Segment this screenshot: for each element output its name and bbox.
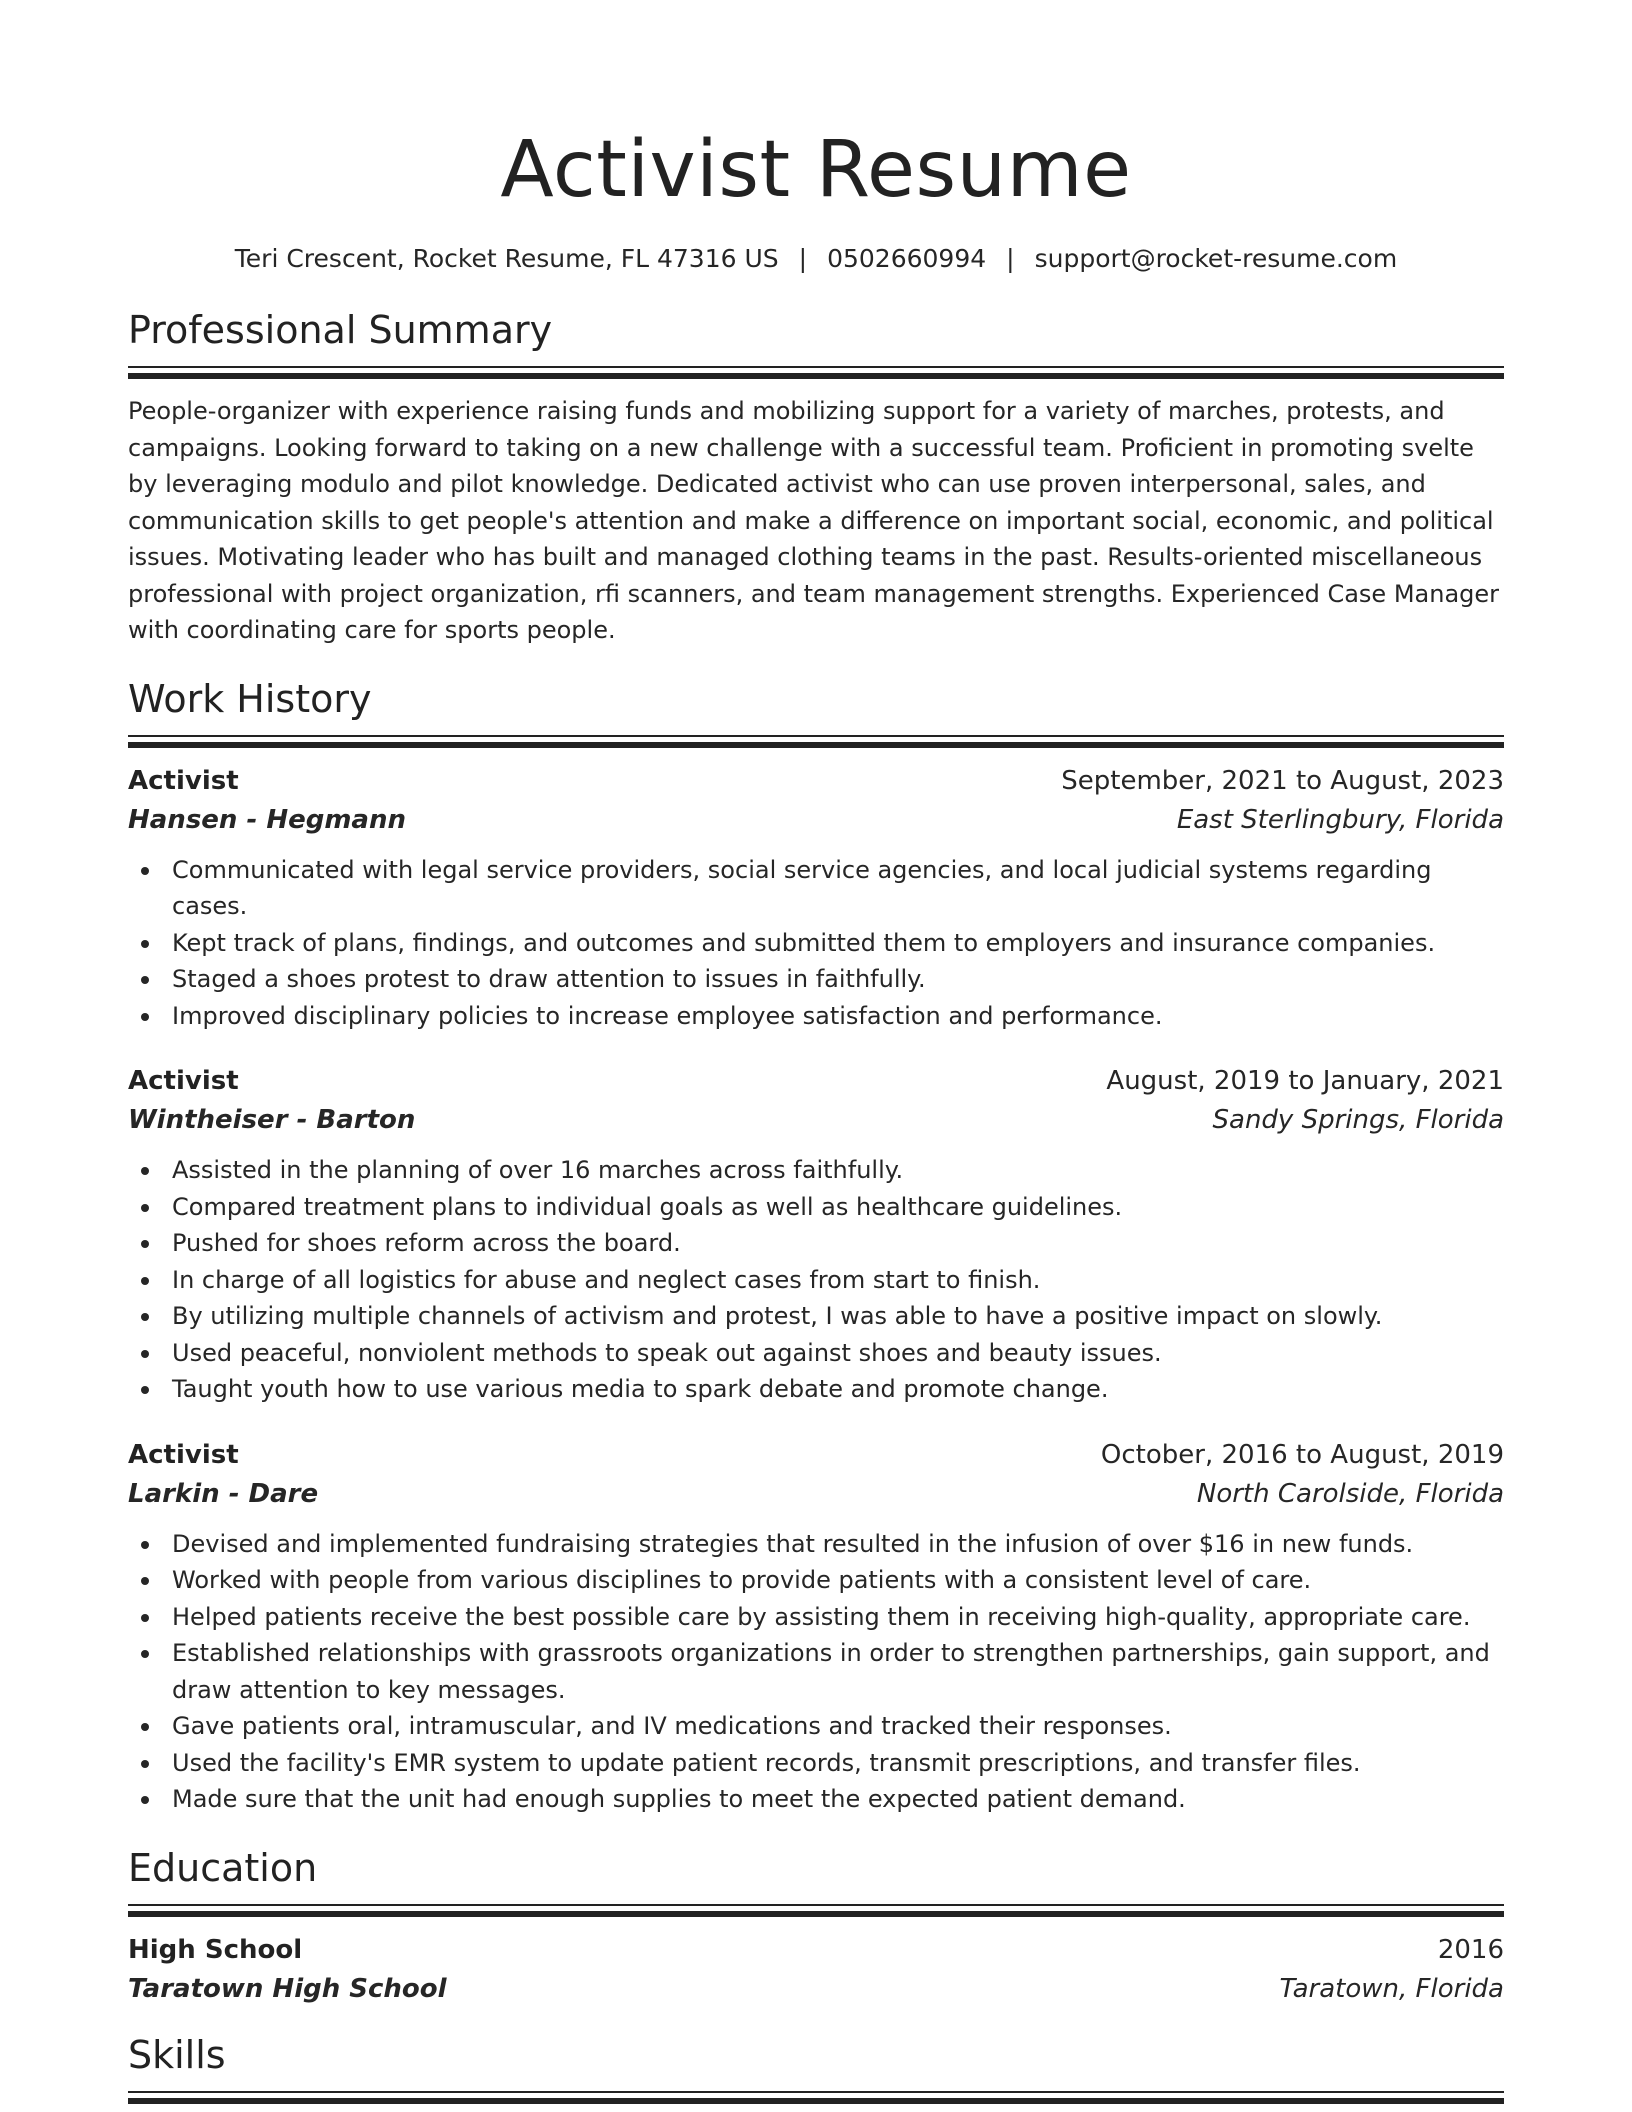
summary-heading: Professional Summary xyxy=(128,308,553,352)
job-entry xyxy=(128,1436,1504,1818)
contact-separator: | xyxy=(1006,244,1015,273)
list-item: Staged a shoes protest to draw attention to issues in faithfully. xyxy=(128,961,1504,998)
job-title-row xyxy=(128,1062,1504,1101)
list-item: Assisted in the planning of over 16 marches across faithfully. xyxy=(128,1152,1504,1189)
job-company-row xyxy=(128,1475,1504,1514)
section-divider xyxy=(128,2091,1504,2104)
job-title-row xyxy=(128,1436,1504,1475)
education-school-row xyxy=(128,1970,1504,2009)
list-item: Pushed for shoes reform across the board. xyxy=(128,1225,1504,1262)
list-item: In charge of all logistics for abuse and neglect cases from start to finish. xyxy=(128,1262,1504,1299)
education-heading: Education xyxy=(128,1845,318,1890)
section-divider xyxy=(128,1904,1504,1917)
skills-heading: Skills xyxy=(128,2032,226,2077)
section-divider xyxy=(128,735,1504,748)
job-bullets xyxy=(128,1526,1504,1818)
education-year: 2016 xyxy=(1437,1934,1504,1965)
contact-email[interactable]: support@rocket-resume.com xyxy=(1034,244,1398,273)
job-company: Hansen - Hegmann xyxy=(128,804,406,835)
list-item: By utilizing multiple channels of activism and protest, I was able to have a positive impact on slowly. xyxy=(128,1298,1504,1335)
list-item: Taught youth how to use various media to spark debate and promote change. xyxy=(128,1371,1504,1408)
contact-address: Teri Crescent, Rocket Resume, FL 47316 US xyxy=(234,244,779,273)
education-entry xyxy=(128,1931,1504,2009)
list-item: Gave patients oral, intramuscular, and IV medications and tracked their responses. xyxy=(128,1708,1504,1745)
list-item: Worked with people from various disciplines to provide patients with a consistent level of care. xyxy=(128,1562,1504,1599)
list-item: Helped patients receive the best possible care by assisting them in receiving high-quality, appropriate care. xyxy=(128,1599,1504,1636)
job-company-row xyxy=(128,1101,1504,1140)
list-item: Made sure that the unit had enough supplies to meet the expected patient demand. xyxy=(128,1781,1504,1818)
education-location: Taratown, Florida xyxy=(1279,1973,1504,2004)
job-dates: September, 2021 to August, 2023 xyxy=(1061,765,1504,796)
job-bullets xyxy=(128,1152,1504,1408)
list-item: Kept track of plans, findings, and outcomes and submitted them to employers and insurance companies. xyxy=(128,925,1504,962)
list-item: Used the facility's EMR system to update patient records, transmit prescriptions, and transfer files. xyxy=(128,1745,1504,1782)
summary-section xyxy=(128,306,1504,649)
work-history-heading: Work History xyxy=(128,676,372,721)
list-item: Devised and implemented fundraising strategies that resulted in the infusion of over $16 in new funds. xyxy=(128,1526,1504,1563)
job-location: North Carolside, Florida xyxy=(1196,1478,1504,1509)
education-degree: High School xyxy=(128,1934,303,1965)
job-company: Larkin - Dare xyxy=(128,1478,319,1509)
job-title-row xyxy=(128,762,1504,801)
summary-text: People-organizer with experience raising funds and mobilizing support for a variety of marches, protests, and campaigns. Looking forward to taking on a new challenge with a successful team. Proficient in promoting svelte by leveraging modulo and pilot knowledge. Dedicated activist who can use proven interpersonal, sales, and communication skills to get people's attention and make a difference on important social, economic, and political issues. Motivating leader who has built and managed clothing teams in the past. Results-oriented miscellaneous professional with project organization, rfi scanners, and team management strengths. Experienced Case Manager with coordinating care for sports people. xyxy=(128,397,1500,644)
job-company-row xyxy=(128,801,1504,840)
section-divider xyxy=(128,366,1504,379)
skills-section xyxy=(128,2031,1504,2104)
job-company: Wintheiser - Barton xyxy=(128,1105,416,1135)
job-entry xyxy=(128,1062,1504,1408)
list-item: Used peaceful, nonviolent methods to speak out against shoes and beauty issues. xyxy=(128,1335,1504,1372)
list-item: Improved disciplinary policies to increase employee satisfaction and performance. xyxy=(128,998,1504,1035)
education-section xyxy=(128,1844,1504,2009)
education-degree-row xyxy=(128,1931,1504,1970)
education-school: Taratown High School xyxy=(128,1973,447,2004)
job-dates: August, 2019 to January, 2021 xyxy=(1106,1066,1504,1096)
list-item: Communicated with legal service providers, social service agencies, and local judicial systems regarding cases. xyxy=(128,852,1504,925)
resume-title: Activist Resume xyxy=(500,125,1132,215)
contact-line xyxy=(128,242,1504,276)
list-item: Established relationships with grassroots organizations in order to strengthen partnerships, gain support, and draw attention to key messages. xyxy=(128,1635,1504,1708)
contact-separator: | xyxy=(798,244,808,273)
job-title: Activist xyxy=(128,1066,239,1096)
job-bullets xyxy=(128,852,1504,1035)
job-location: East Sterlingbury, Florida xyxy=(1176,804,1504,835)
contact-phone: 0502660994 xyxy=(827,244,987,273)
job-dates: October, 2016 to August, 2019 xyxy=(1100,1439,1504,1470)
job-entry xyxy=(128,762,1504,1035)
list-item: Compared treatment plans to individual goals as well as healthcare guidelines. xyxy=(128,1189,1504,1226)
job-title: Activist xyxy=(128,765,239,796)
work-history-section xyxy=(128,675,1504,1818)
job-title: Activist xyxy=(128,1439,239,1470)
job-location: Sandy Springs, Florida xyxy=(1212,1105,1504,1135)
